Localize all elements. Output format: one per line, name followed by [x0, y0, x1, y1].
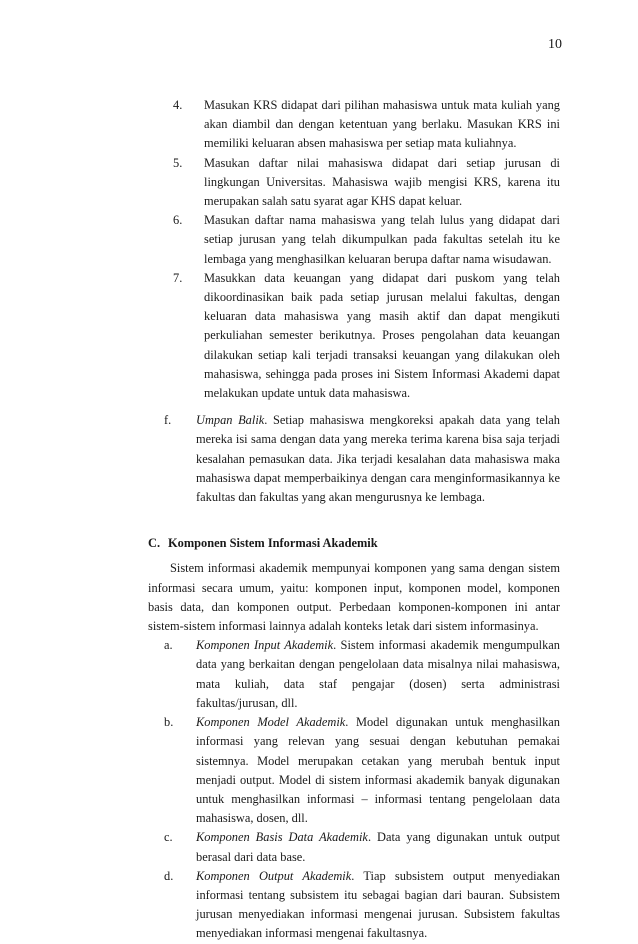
list-marker: f. [164, 413, 172, 428]
list-marker: 7. [173, 270, 183, 285]
list-item-text [196, 411, 560, 507]
list-item-text: Masukan daftar nilai mahasiswa didapat dari setiap jurusan di lingkungan Universitas. Mahasiswa wajib mengisi KRS, karena itu merupakan salah satu syarat agar KHS dapat keluar. [204, 155, 560, 209]
list-marker: a. [164, 638, 173, 653]
term: Umpan Balik [196, 413, 265, 428]
section-marker: C. [148, 536, 161, 551]
list-item-text [196, 713, 560, 828]
page-number: 10 [548, 37, 562, 52]
section-intro: Sistem informasi akademik mempunyai komponen yang sama dengan sistem informasi secara umum, yaitu: komponen input, komponen model, komponen basis data, dan komponen output. Perbedaan komponen-komponen ini antar sistem-sistem informasi lainnya adalah konteks letak dari sistem informasinya. [148, 561, 560, 634]
component-list [148, 636, 560, 943]
list-item [148, 636, 560, 713]
section-heading [148, 534, 560, 553]
list-item [148, 867, 560, 944]
term-description: . Sistem informasi akademik mengumpulkan data yang berkaitan dengan pengelolaan data misalnya nilai mahasiswa, mata kuliah, data staf pengajar (dosen) serta administrasi fakultas/jurusan, dll. [196, 638, 560, 710]
list-item [148, 713, 560, 828]
list-marker: 6. [173, 213, 183, 228]
term: Komponen Input Akademik [196, 638, 334, 653]
section-title: Komponen Sistem Informasi Akademik [168, 536, 378, 551]
list-item-text: Masukan daftar nama mahasiswa yang telah lulus yang didapat dari setiap jurusan yang telah dikumpulkan pada fakultas setelah itu ke lembaga yang menghasilkan keluaran berupa daftar nama wisudawan. [204, 213, 560, 266]
list-marker: 4. [173, 98, 183, 112]
list-marker: b. [164, 715, 174, 730]
term-description: . Model digunakan untuk menghasilkan informasi yang relevan yang sesuai dengan kebutuhan pemakai sistemnya. Model merupakan cetakan yang merubah bentuk input menjadi output. Model di sistem informasi akademik banyak digunakan untuk menghasilkan informasi – informasi tentang pengelolaan data mahasiswa, dosen, dll. [196, 715, 560, 826]
list-item-text [196, 828, 560, 866]
list-item-text [196, 867, 560, 944]
numbered-list [173, 96, 560, 403]
list-item-text: Masukkan data keuangan yang didapat dari puskom yang telah dikoordinasikan baik pada setiap jurusan melalui fakultas, dengan keluaran data mahasiswa yang masih aktif dan dapat mengikuti perkuliahan semester berikutnya. Proses pengolahan data keuangan dilakukan setiap kali terjadi transaksi keuangan yang dilakukan oleh mahasiswa, sehingga pada proses ini Sistem Informasi Akademi dapat melakukan update untuk data mahasiswa. [204, 270, 560, 401]
list-item [173, 96, 560, 154]
list-item-text [196, 636, 560, 713]
term-description: . Data yang digunakan untuk output berasal dari data base. [196, 830, 560, 864]
page-content [148, 96, 560, 944]
list-marker: d. [164, 868, 174, 883]
list-item-text: Masukan KRS didapat dari pilihan mahasiswa untuk mata kuliah yang akan diambil dan dengan ketentuan yang berlaku. Masukan KRS ini memiliki keluaran absen mahasiswa per setiap mata kuliahnya. [204, 98, 560, 151]
list-item [173, 154, 560, 212]
list-item-umpan-balik [148, 411, 560, 507]
term-description: . Setiap mahasiswa mengkoreksi apakah data yang telah mereka isi sama dengan data yang mereka terima karena bisa saja terjadi kesalahan pemasukan data. Jika terjadi kesalahan data mahasiswa maka mahasiswa dapat memperbaikinya dengan cara menginformasikannya ke fakultas dan fakultas yang akan mengurusnya ke lembaga. [196, 413, 560, 505]
list-marker: 5. [173, 155, 183, 170]
term: Komponen Output Akademik [196, 868, 352, 883]
list-marker: c. [164, 830, 173, 845]
term: Komponen Model Akademik [196, 715, 346, 730]
list-item [173, 269, 560, 403]
term: Komponen Basis Data Akademik [196, 830, 368, 845]
list-item [173, 211, 560, 269]
list-item [148, 828, 560, 866]
term-description: . Tiap subsistem output menyediakan informasi tentang subsistem itu sebagai bagian dari bauran. Subsistem jurusan menyediakan informasi mengenai jurusan. Subsistem fakultas menyediakan informasi mengenai fakultasnya. [196, 868, 560, 941]
